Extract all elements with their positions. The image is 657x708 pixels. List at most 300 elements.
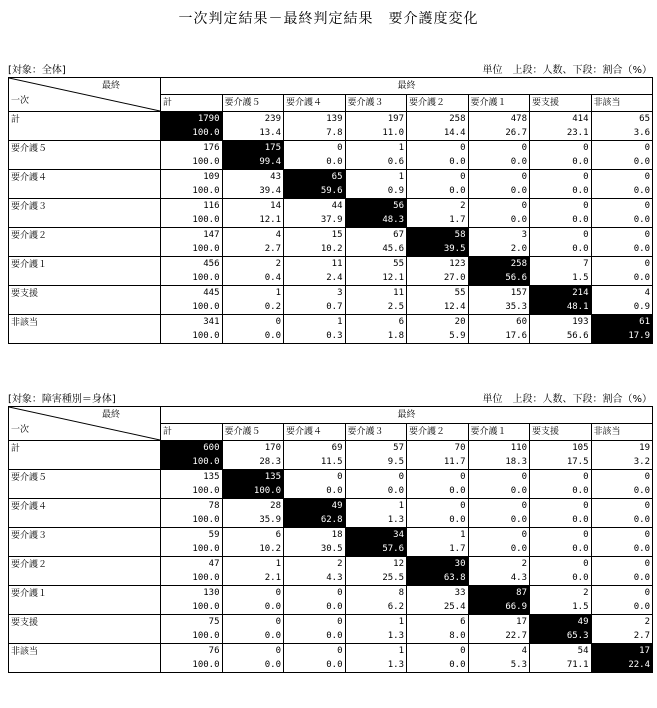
count-cell: 69 [284,441,346,456]
table-row [9,199,653,214]
table-row [9,441,653,456]
count-cell: 0 [591,586,653,601]
count-cell: 54 [530,644,592,659]
count-cell: 414 [530,112,592,127]
percent-cell: 5.3 [468,658,530,673]
table-row [9,615,653,630]
count-cell: 0 [345,470,407,485]
column-header: 要介護４ [284,95,346,112]
row-label: 要介護５ [9,141,161,170]
percent-cell: 0.9 [345,184,407,199]
table-row [9,586,653,601]
percent-cell: 57.6 [345,542,407,557]
count-cell: 0 [591,257,653,272]
percent-cell: 0.4 [222,271,284,286]
count-cell: 61 [591,315,653,330]
count-cell: 1 [345,615,407,630]
column-header: 要介護４ [284,424,346,441]
count-cell: 258 [407,112,469,127]
percent-cell: 1.7 [407,213,469,228]
percent-cell: 10.2 [284,242,346,257]
count-cell: 0 [530,228,592,243]
percent-cell: 30.5 [284,542,346,557]
table-row [9,141,653,156]
count-cell: 0 [530,557,592,572]
column-header: 要介護１ [468,95,530,112]
count-cell: 1 [345,644,407,659]
percent-cell: 0.0 [530,184,592,199]
percent-cell: 2.7 [222,242,284,257]
percent-cell: 0.0 [407,155,469,170]
percent-cell: 0.0 [222,329,284,344]
percent-cell: 0.0 [407,658,469,673]
count-cell: 67 [345,228,407,243]
count-cell: 11 [345,286,407,301]
count-cell: 0 [530,470,592,485]
percent-cell: 0.0 [407,484,469,499]
column-header: 要介護３ [345,95,407,112]
corner-final-label: 最終 [101,81,120,91]
percent-cell: 100.0 [161,329,223,344]
percent-cell: 0.0 [591,484,653,499]
row-label: 要介護２ [9,228,161,257]
count-cell: 0 [530,528,592,543]
table-row [9,286,653,301]
count-cell: 258 [468,257,530,272]
table-row [9,557,653,572]
table-row [9,528,653,543]
percent-cell: 25.5 [345,571,407,586]
percent-cell: 100.0 [161,242,223,257]
percent-cell: 0.0 [591,155,653,170]
percent-cell: 0.6 [345,155,407,170]
table-row [9,257,653,272]
percent-cell: 25.4 [407,600,469,615]
percent-cell: 0.0 [468,484,530,499]
row-label: 要介護２ [9,557,161,586]
count-cell: 341 [161,315,223,330]
percent-cell: 0.0 [468,184,530,199]
count-cell: 0 [591,141,653,156]
percent-cell: 22.7 [468,629,530,644]
percent-cell: 100.0 [161,484,223,499]
count-cell: 3 [468,228,530,243]
corner-final-label: 最終 [101,410,120,420]
percent-cell: 0.0 [530,513,592,528]
count-cell: 4 [591,286,653,301]
count-cell: 11 [284,257,346,272]
count-cell: 170 [222,441,284,456]
percent-cell: 12.1 [345,271,407,286]
count-cell: 0 [284,141,346,156]
count-cell: 17 [591,644,653,659]
table-row [9,170,653,185]
percent-cell: 0.0 [222,658,284,673]
count-cell: 1 [284,315,346,330]
row-label: 要介護４ [9,170,161,199]
count-cell: 87 [468,586,530,601]
percent-cell: 1.3 [345,513,407,528]
percent-cell: 26.7 [468,126,530,141]
percent-cell: 23.1 [530,126,592,141]
table-row [9,315,653,330]
corner-first-label: 一次 [11,425,30,435]
count-cell: 70 [407,441,469,456]
count-cell: 0 [284,644,346,659]
table-row [9,644,653,659]
row-label: 要介護４ [9,499,161,528]
percent-cell: 0.0 [591,513,653,528]
percent-cell: 11.0 [345,126,407,141]
percent-cell: 0.0 [222,600,284,615]
percent-cell: 100.0 [222,484,284,499]
percent-cell: 63.8 [407,571,469,586]
table-row [9,499,653,514]
corner-cell [9,78,161,112]
column-header: 要介護２ [407,424,469,441]
count-cell: 7 [530,257,592,272]
count-cell: 147 [161,228,223,243]
count-cell: 0 [530,170,592,185]
percent-cell: 35.9 [222,513,284,528]
table-row [9,470,653,485]
count-cell: 2 [284,557,346,572]
count-cell: 1 [407,528,469,543]
percent-cell: 56.6 [530,329,592,344]
table-row [9,112,653,127]
percent-cell: 0.0 [530,484,592,499]
row-label: 非該当 [9,644,161,673]
percent-cell: 0.0 [530,242,592,257]
count-cell: 157 [468,286,530,301]
count-cell: 0 [284,470,346,485]
count-cell: 0 [468,470,530,485]
count-cell: 0 [222,644,284,659]
count-cell: 0 [591,470,653,485]
count-cell: 135 [161,470,223,485]
column-header: 要介護１ [468,424,530,441]
count-cell: 75 [161,615,223,630]
count-cell: 0 [530,199,592,214]
header-row [9,407,653,424]
row-label: 要介護１ [9,257,161,286]
count-cell: 60 [468,315,530,330]
percent-cell: 0.0 [284,484,346,499]
count-cell: 2 [222,257,284,272]
percent-cell: 0.0 [530,542,592,557]
column-header: 要介護３ [345,424,407,441]
count-cell: 109 [161,170,223,185]
count-cell: 6 [345,315,407,330]
count-cell: 17 [468,615,530,630]
percent-cell: 11.5 [284,455,346,470]
column-header: 要介護５ [222,95,284,112]
count-cell: 2 [468,557,530,572]
count-cell: 0 [530,499,592,514]
row-label: 計 [9,441,161,470]
percent-cell: 0.0 [591,242,653,257]
percent-cell: 45.6 [345,242,407,257]
count-cell: 0 [468,528,530,543]
percent-cell: 62.8 [284,513,346,528]
percent-cell: 0.0 [591,542,653,557]
percent-cell: 0.0 [407,513,469,528]
count-cell: 3 [284,286,346,301]
percent-cell: 2.1 [222,571,284,586]
percent-cell: 8.0 [407,629,469,644]
count-cell: 175 [222,141,284,156]
count-cell: 49 [284,499,346,514]
percent-cell: 1.7 [407,542,469,557]
table-meta [8,62,652,77]
percent-cell: 66.9 [468,600,530,615]
column-header: 非該当 [591,95,653,112]
count-cell: 2 [407,199,469,214]
percent-cell: 48.3 [345,213,407,228]
percent-cell: 0.7 [284,300,346,315]
percent-cell: 0.0 [468,542,530,557]
count-cell: 1 [222,557,284,572]
count-cell: 47 [161,557,223,572]
count-cell: 0 [284,586,346,601]
count-cell: 1 [345,141,407,156]
count-cell: 135 [222,470,284,485]
percent-cell: 35.3 [468,300,530,315]
percent-cell: 0.0 [591,213,653,228]
percent-cell: 12.1 [222,213,284,228]
percent-cell: 13.4 [222,126,284,141]
table-row [9,228,653,243]
percent-cell: 9.5 [345,455,407,470]
final-header: 最終 [161,407,653,424]
count-cell: 0 [591,528,653,543]
percent-cell: 0.0 [530,213,592,228]
count-cell: 12 [345,557,407,572]
percent-cell: 4.3 [284,571,346,586]
percent-cell: 17.9 [591,329,653,344]
percent-cell: 0.3 [284,329,346,344]
column-header: 要介護５ [222,424,284,441]
percent-cell: 10.2 [222,542,284,557]
count-cell: 0 [407,644,469,659]
percent-cell: 100.0 [161,300,223,315]
percent-cell: 0.0 [468,513,530,528]
change-table [8,77,653,344]
count-cell: 0 [222,586,284,601]
count-cell: 56 [345,199,407,214]
unit-label: 単位 上段：人数、下段：割合（%） [482,65,652,76]
count-cell: 59 [161,528,223,543]
percent-cell: 100.0 [161,571,223,586]
section-physical [8,391,652,673]
percent-cell: 1.8 [345,329,407,344]
count-cell: 58 [407,228,469,243]
change-table [8,406,653,673]
count-cell: 0 [591,199,653,214]
percent-cell: 2.0 [468,242,530,257]
count-cell: 123 [407,257,469,272]
count-cell: 14 [222,199,284,214]
count-cell: 65 [591,112,653,127]
percent-cell: 2.5 [345,300,407,315]
column-header: 非該当 [591,424,653,441]
percent-cell: 37.9 [284,213,346,228]
percent-cell: 18.3 [468,455,530,470]
count-cell: 6 [407,615,469,630]
percent-cell: 1.5 [530,600,592,615]
percent-cell: 7.8 [284,126,346,141]
row-label: 要介護５ [9,470,161,499]
count-cell: 1 [345,499,407,514]
percent-cell: 0.0 [591,600,653,615]
percent-cell: 100.0 [161,455,223,470]
percent-cell: 71.1 [530,658,592,673]
percent-cell: 0.0 [407,184,469,199]
percent-cell: 0.0 [284,629,346,644]
count-cell: 0 [468,499,530,514]
percent-cell: 6.2 [345,600,407,615]
percent-cell: 0.0 [530,155,592,170]
column-header: 要介護２ [407,95,469,112]
target-label: [対象：障害種別＝身体] [8,394,116,405]
percent-cell: 56.6 [468,271,530,286]
percent-cell: 11.7 [407,455,469,470]
percent-cell: 99.4 [222,155,284,170]
count-cell: 105 [530,441,592,456]
count-cell: 44 [284,199,346,214]
percent-cell: 22.4 [591,658,653,673]
percent-cell: 0.0 [591,571,653,586]
header-row [9,78,653,95]
percent-cell: 3.6 [591,126,653,141]
percent-cell: 100.0 [161,184,223,199]
row-label: 要介護３ [9,199,161,228]
percent-cell: 59.6 [284,184,346,199]
count-cell: 65 [284,170,346,185]
count-cell: 0 [468,170,530,185]
count-cell: 1 [345,170,407,185]
percent-cell: 100.0 [161,600,223,615]
count-cell: 0 [407,470,469,485]
percent-cell: 100.0 [161,155,223,170]
count-cell: 193 [530,315,592,330]
target-label: [対象：全体] [8,65,66,76]
column-header: 計 [161,424,223,441]
count-cell: 110 [468,441,530,456]
percent-cell: 100.0 [161,213,223,228]
count-cell: 8 [345,586,407,601]
count-cell: 445 [161,286,223,301]
count-cell: 18 [284,528,346,543]
percent-cell: 0.0 [468,155,530,170]
count-cell: 456 [161,257,223,272]
count-cell: 176 [161,141,223,156]
percent-cell: 100.0 [161,513,223,528]
percent-cell: 1.5 [530,271,592,286]
unit-label: 単位 上段：人数、下段：割合（%） [482,394,652,405]
section-all [8,62,652,344]
percent-cell: 39.4 [222,184,284,199]
count-cell: 6 [222,528,284,543]
column-header: 要支援 [530,424,592,441]
corner-first-label: 一次 [11,96,30,106]
percent-cell: 27.0 [407,271,469,286]
percent-cell: 0.0 [284,600,346,615]
percent-cell: 0.0 [530,571,592,586]
diagonal-line [9,407,160,440]
percent-cell: 12.4 [407,300,469,315]
count-cell: 0 [468,199,530,214]
count-cell: 55 [407,286,469,301]
count-cell: 0 [591,228,653,243]
percent-cell: 0.0 [591,271,653,286]
percent-cell: 1.3 [345,629,407,644]
percent-cell: 28.3 [222,455,284,470]
count-cell: 1 [222,286,284,301]
percent-cell: 65.3 [530,629,592,644]
percent-cell: 2.7 [591,629,653,644]
count-cell: 0 [407,141,469,156]
count-cell: 0 [284,615,346,630]
count-cell: 116 [161,199,223,214]
count-cell: 600 [161,441,223,456]
count-cell: 78 [161,499,223,514]
row-label: 要支援 [9,615,161,644]
count-cell: 19 [591,441,653,456]
count-cell: 20 [407,315,469,330]
count-cell: 34 [345,528,407,543]
count-cell: 0 [468,141,530,156]
final-header: 最終 [161,78,653,95]
count-cell: 239 [222,112,284,127]
count-cell: 0 [530,141,592,156]
count-cell: 55 [345,257,407,272]
count-cell: 0 [222,315,284,330]
count-cell: 0 [222,615,284,630]
percent-cell: 2.4 [284,271,346,286]
count-cell: 130 [161,586,223,601]
percent-cell: 100.0 [161,629,223,644]
count-cell: 197 [345,112,407,127]
count-cell: 15 [284,228,346,243]
count-cell: 28 [222,499,284,514]
row-label: 計 [9,112,161,141]
percent-cell: 5.9 [407,329,469,344]
count-cell: 0 [407,170,469,185]
percent-cell: 0.0 [284,155,346,170]
count-cell: 33 [407,586,469,601]
column-header: 計 [161,95,223,112]
percent-cell: 100.0 [161,271,223,286]
count-cell: 214 [530,286,592,301]
count-cell: 2 [530,586,592,601]
percent-cell: 100.0 [161,126,223,141]
percent-cell: 0.0 [468,213,530,228]
percent-cell: 14.4 [407,126,469,141]
percent-cell: 0.9 [591,300,653,315]
count-cell: 0 [591,170,653,185]
column-header: 要支援 [530,95,592,112]
count-cell: 4 [222,228,284,243]
count-cell: 76 [161,644,223,659]
count-cell: 57 [345,441,407,456]
percent-cell: 0.0 [591,184,653,199]
percent-cell: 0.0 [222,629,284,644]
percent-cell: 17.5 [530,455,592,470]
count-cell: 1790 [161,112,223,127]
percent-cell: 48.1 [530,300,592,315]
count-cell: 49 [530,615,592,630]
